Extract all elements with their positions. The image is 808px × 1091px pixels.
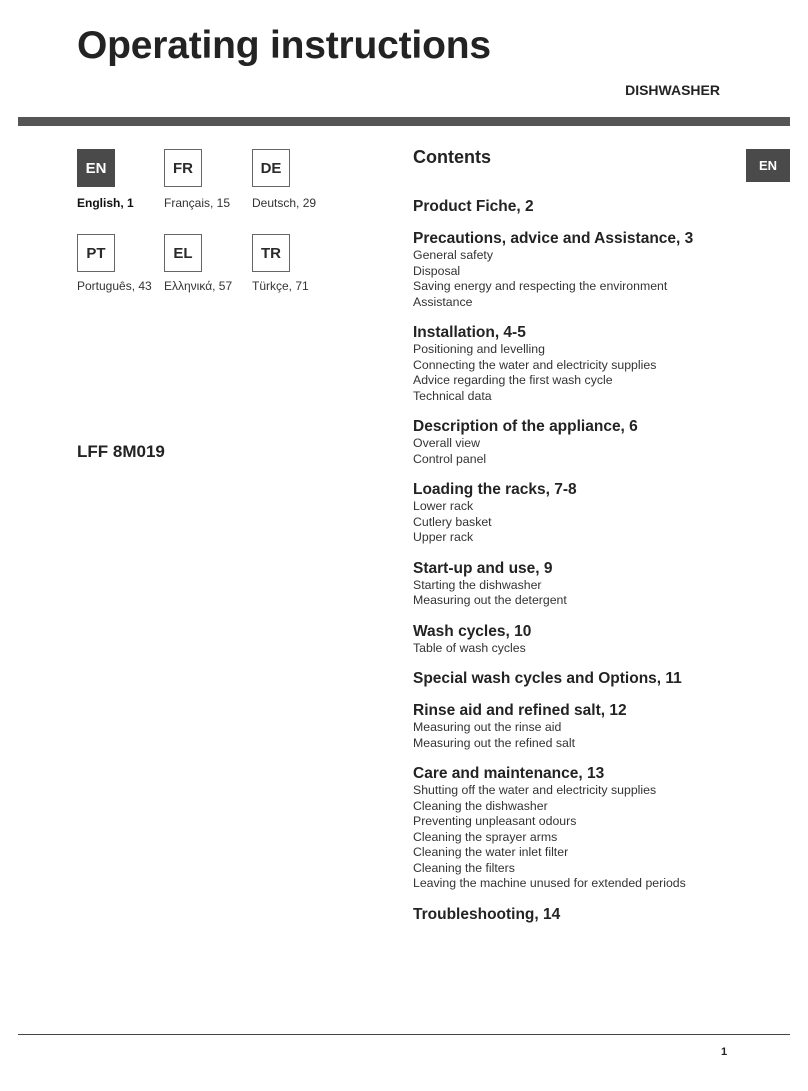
language-label-en[interactable]: English, 1: [77, 196, 134, 210]
language-box-el[interactable]: EL: [164, 234, 202, 272]
toc-heading-description[interactable]: Description of the appliance, 6: [413, 418, 638, 435]
toc-item[interactable]: Cleaning the sprayer arms: [413, 829, 558, 844]
product-type: DISHWASHER: [625, 82, 720, 98]
toc-item[interactable]: Overall view: [413, 436, 480, 450]
model-number: LFF 8M019: [77, 442, 165, 461]
toc-item[interactable]: Assistance: [413, 294, 473, 309]
toc-item[interactable]: Upper rack: [413, 530, 474, 544]
toc-section: [413, 764, 743, 892]
toc-item[interactable]: Shutting off the water and electricity supplies: [413, 783, 657, 797]
toc-section: [413, 559, 743, 609]
toc-item[interactable]: Lower rack: [413, 499, 474, 513]
toc-item[interactable]: Leaving the machine unused for extended periods: [413, 876, 686, 890]
language-box-tr[interactable]: TR: [252, 234, 290, 272]
toc-heading-product-fiche[interactable]: Product Fiche, 2: [413, 198, 534, 215]
footer-divider: [18, 1034, 790, 1035]
language-label-fr[interactable]: Français, 15: [164, 196, 231, 210]
toc-heading-care[interactable]: Care and maintenance, 13: [413, 765, 605, 782]
language-tab: EN: [746, 149, 790, 182]
language-box-fr[interactable]: FR: [164, 149, 202, 187]
toc-heading-start-up[interactable]: Start-up and use, 9: [413, 559, 553, 577]
toc-item[interactable]: Cleaning the dishwasher: [413, 798, 548, 813]
toc-item[interactable]: General safety: [413, 248, 493, 262]
toc-item[interactable]: Table of wash cycles: [413, 640, 526, 655]
toc-item[interactable]: Positioning and levelling: [413, 342, 545, 356]
toc-heading-wash-cycles[interactable]: Wash cycles, 10: [413, 622, 532, 640]
contents-title: Contents: [413, 147, 491, 167]
toc-heading-rinse-aid[interactable]: Rinse aid and refined salt, 12: [413, 702, 627, 719]
toc-item[interactable]: Measuring out the refined salt: [413, 735, 576, 750]
toc-item[interactable]: Starting the dishwasher: [413, 577, 542, 592]
toc-item[interactable]: Control panel: [413, 451, 487, 466]
toc-section: [413, 669, 743, 688]
language-label-de[interactable]: Deutsch, 29: [252, 196, 317, 210]
toc-section: [413, 622, 743, 657]
toc-item[interactable]: Preventing unpleasant odours: [413, 814, 577, 828]
toc-item[interactable]: Disposal: [413, 263, 461, 278]
page-title: Operating instructions: [77, 24, 491, 67]
language-box-en[interactable]: EN: [77, 149, 115, 187]
toc-item[interactable]: Saving energy and respecting the environment: [413, 279, 668, 293]
language-label-el[interactable]: Ελληνικά, 57: [164, 279, 233, 293]
toc-heading-troubleshooting[interactable]: Troubleshooting, 14: [413, 905, 561, 923]
language-box-de[interactable]: DE: [252, 149, 290, 187]
toc-section: [413, 480, 743, 546]
toc-item[interactable]: Measuring out the detergent: [413, 593, 567, 607]
table-of-contents: [413, 197, 743, 937]
toc-item[interactable]: Measuring out the rinse aid: [413, 720, 562, 734]
toc-item[interactable]: Cleaning the filters: [413, 860, 515, 875]
toc-item[interactable]: Connecting the water and electricity supplies: [413, 357, 657, 372]
toc-item[interactable]: Technical data: [413, 388, 492, 403]
toc-item[interactable]: Cutlery basket: [413, 514, 492, 529]
toc-section: [413, 197, 743, 216]
page-number: 1: [721, 1046, 728, 1058]
toc-heading-installation[interactable]: Installation, 4-5: [413, 324, 526, 341]
toc-heading-precautions[interactable]: Precautions, advice and Assistance, 3: [413, 230, 694, 247]
header-divider: [18, 117, 790, 126]
language-label-tr[interactable]: Türkçe, 71: [252, 279, 309, 293]
language-box-pt[interactable]: PT: [77, 234, 115, 272]
toc-section: [413, 229, 743, 310]
language-label-pt[interactable]: Português, 43: [77, 279, 152, 293]
toc-heading-special-cycles[interactable]: Special wash cycles and Options, 11: [413, 670, 682, 687]
toc-item[interactable]: Advice regarding the first wash cycle: [413, 373, 613, 387]
toc-section: [413, 417, 743, 467]
toc-section: [413, 323, 743, 404]
toc-section: [413, 701, 743, 751]
toc-item[interactable]: Cleaning the water inlet filter: [413, 845, 569, 859]
toc-section: [413, 905, 743, 924]
toc-heading-loading-racks[interactable]: Loading the racks, 7-8: [413, 481, 577, 498]
